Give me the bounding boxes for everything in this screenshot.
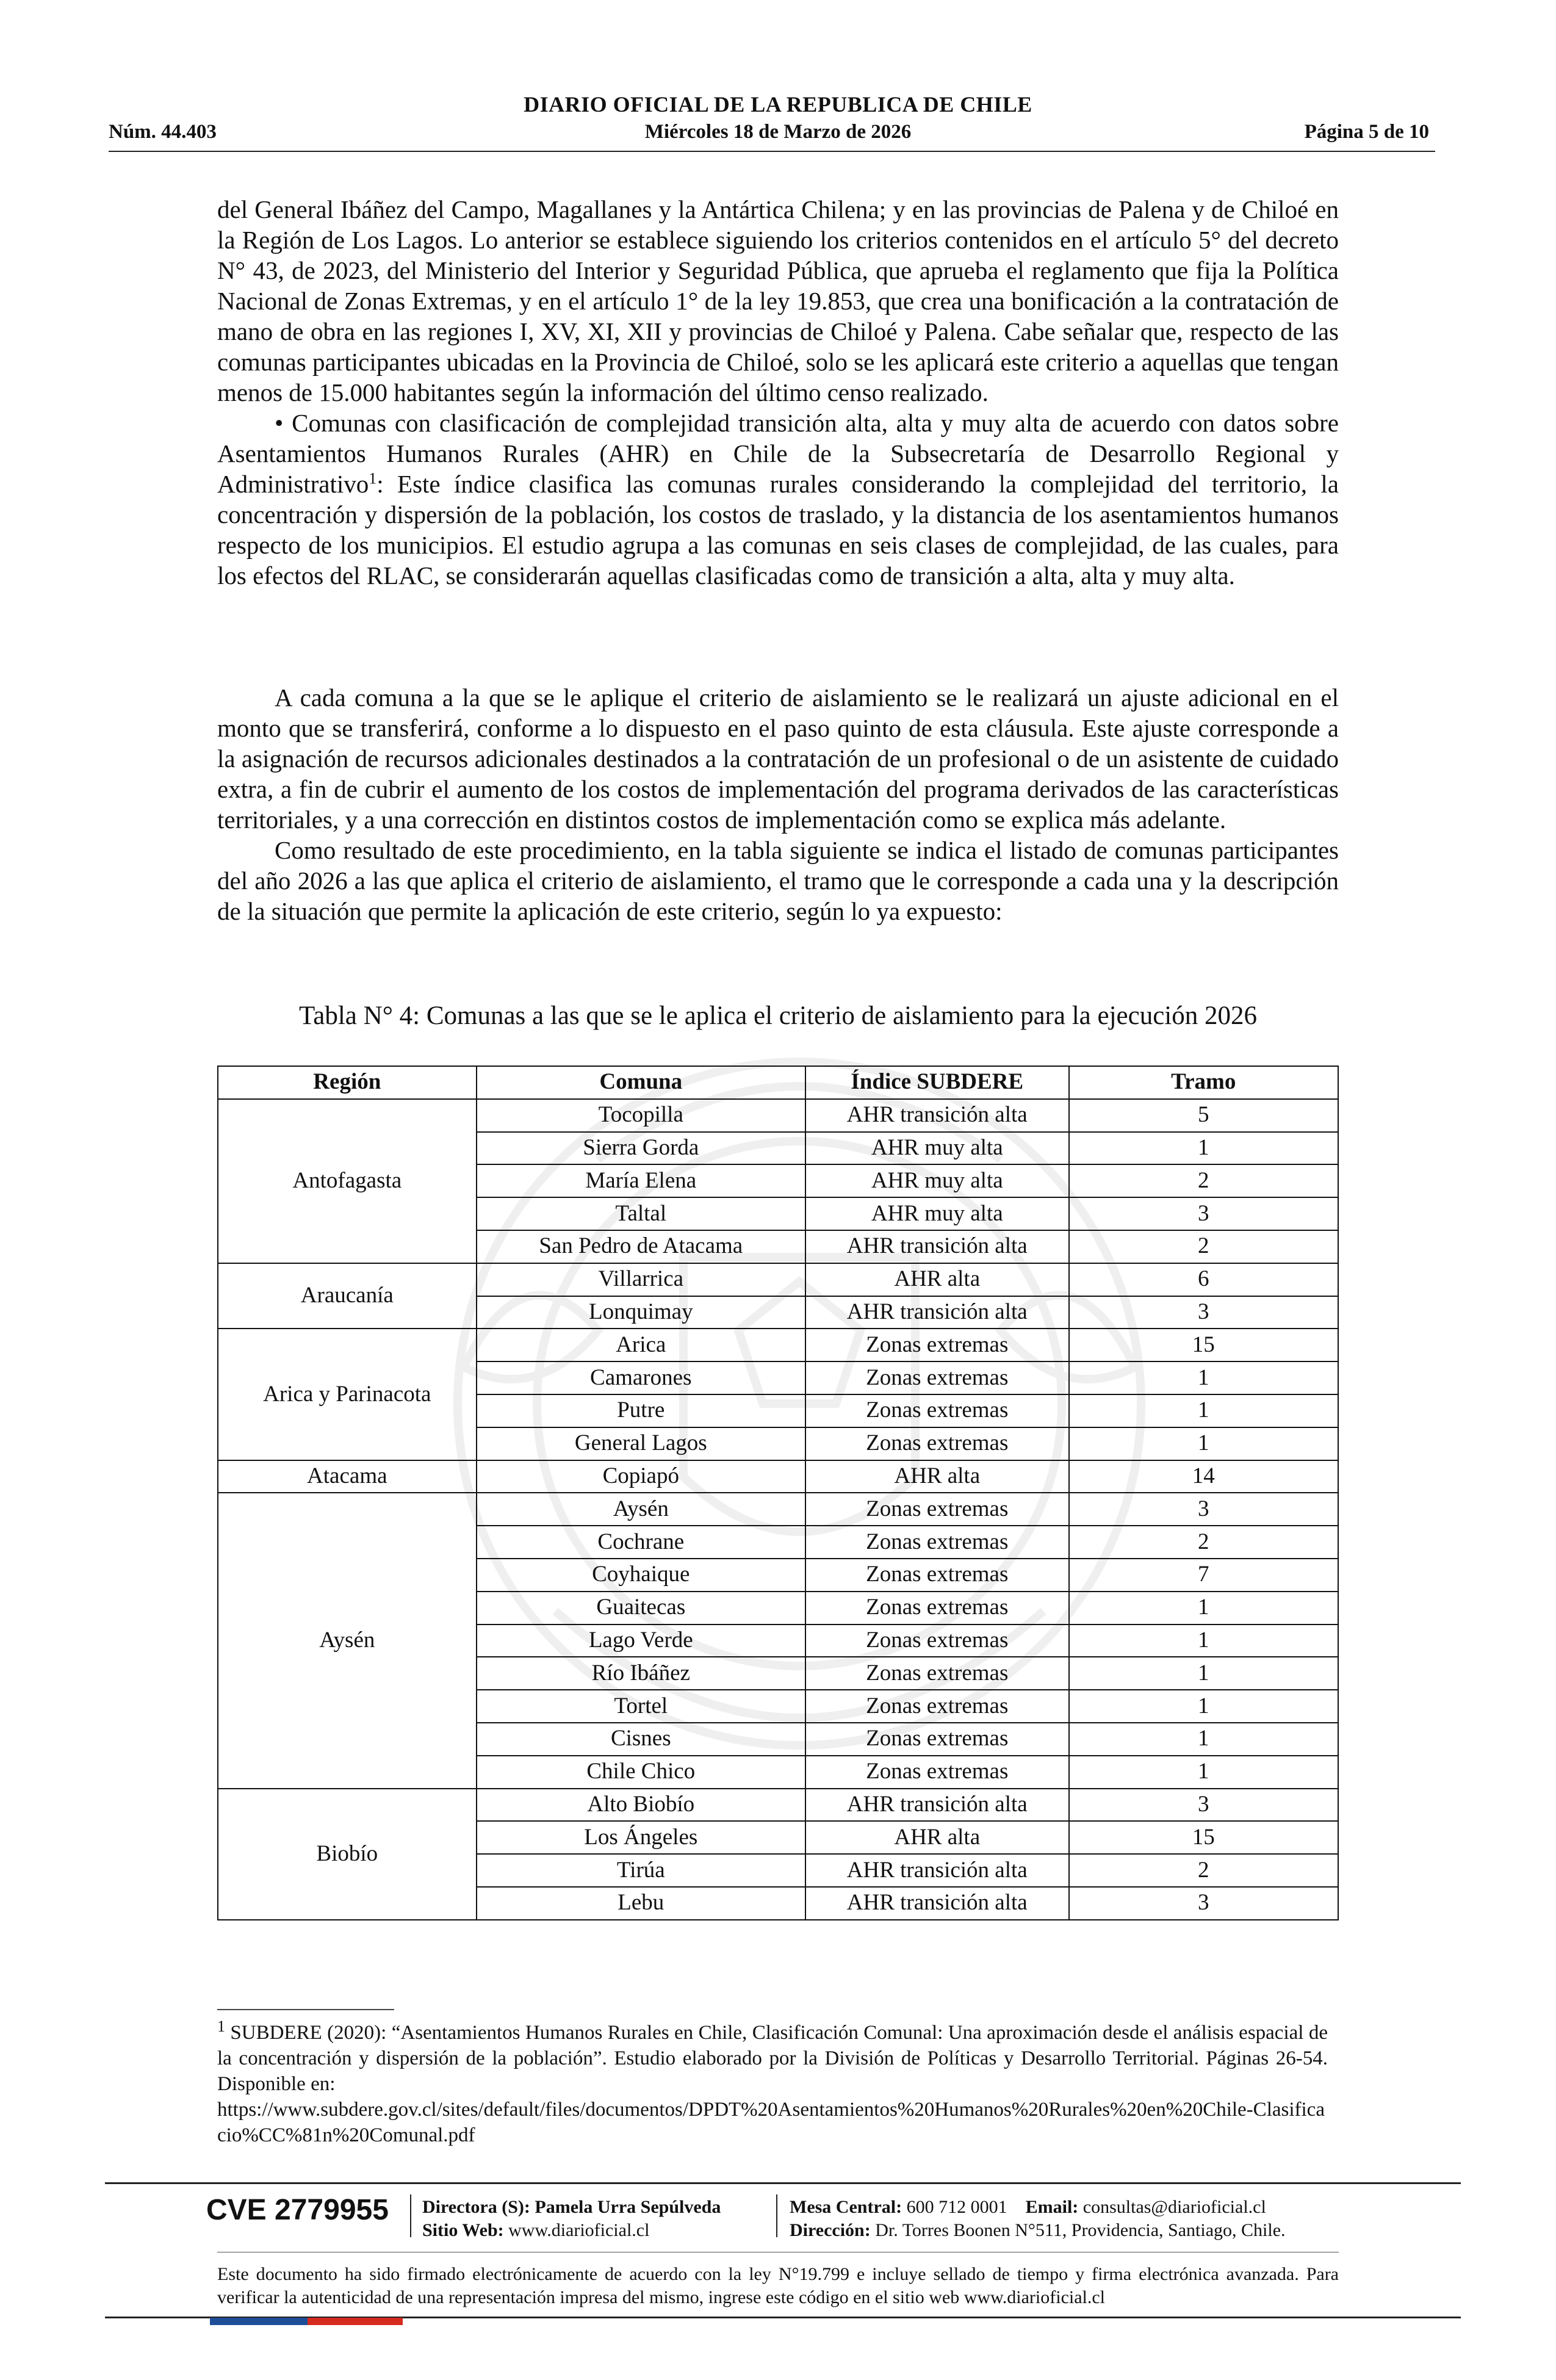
header-region: Región (218, 1066, 477, 1099)
tramo-cell: 14 (1069, 1460, 1338, 1493)
flag-stripe-blue (210, 2318, 308, 2325)
tramo-cell: 15 (1069, 1821, 1338, 1854)
footer-contact-block (790, 2196, 1286, 2242)
comuna-cell: Los Ángeles (477, 1821, 805, 1854)
region-cell: Aysén (218, 1493, 477, 1788)
issue-date: Miércoles 18 de Marzo de 2026 (644, 121, 912, 143)
tramo-cell: 1 (1069, 1427, 1338, 1460)
tramo-cell: 5 (1069, 1099, 1338, 1132)
tramo-cell: 1 (1069, 1132, 1338, 1165)
indice-cell: Zonas extremas (805, 1526, 1069, 1559)
header-comuna: Comuna (477, 1066, 805, 1099)
table-row (218, 1493, 1338, 1526)
paragraph-2-text-a: • Comunas con clasificación de complejidad transición alta, alta y muy alta de acuerdo con datos sobre Asentamientos Humanos Rurales (AHR) en Chile de la Subsecretaría de Desarrollo Regional y Administrativo (217, 409, 1339, 498)
tramo-cell: 2 (1069, 1854, 1338, 1887)
tramo-cell: 7 (1069, 1559, 1338, 1592)
address-line (790, 2219, 1286, 2242)
tramo-cell: 3 (1069, 1887, 1338, 1920)
indice-cell: Zonas extremas (805, 1559, 1069, 1592)
comuna-cell: Copiapó (477, 1460, 805, 1493)
indice-cell: AHR muy alta (805, 1197, 1069, 1230)
director-name: Pamela Urra Sepúlveda (535, 2197, 721, 2217)
footer-separator (410, 2194, 411, 2237)
comuna-cell: Camarones (477, 1361, 805, 1394)
table-row (218, 1789, 1338, 1822)
tramo-cell: 1 (1069, 1592, 1338, 1625)
region-cell: Biobío (218, 1789, 477, 1920)
tramo-cell: 1 (1069, 1394, 1338, 1427)
table-header-row (218, 1066, 1338, 1099)
comuna-cell: Sierra Gorda (477, 1132, 805, 1165)
comuna-cell: Arica (477, 1329, 805, 1361)
comuna-cell: Coyhaique (477, 1559, 805, 1592)
tramo-cell: 2 (1069, 1526, 1338, 1559)
tramo-cell: 3 (1069, 1197, 1338, 1230)
comuna-cell: Chile Chico (477, 1756, 805, 1789)
address-label: Dirección: (790, 2220, 871, 2240)
tramo-cell: 3 (1069, 1296, 1338, 1329)
newspaper-title: DIARIO OFICIAL DE LA REPUBLICA DE CHILE (524, 92, 1032, 117)
footnote-marker: 1 (217, 2018, 225, 2035)
indice-cell: Zonas extremas (805, 1493, 1069, 1526)
indice-cell: AHR transición alta (805, 1854, 1069, 1887)
indice-cell: Zonas extremas (805, 1329, 1069, 1361)
indice-cell: Zonas extremas (805, 1394, 1069, 1427)
indice-cell: AHR muy alta (805, 1132, 1069, 1165)
footnote-reference: 1 (369, 469, 377, 488)
body-text-block-2 (217, 682, 1339, 926)
header-indice: Índice SUBDERE (805, 1066, 1069, 1099)
region-cell: Araucanía (218, 1263, 477, 1329)
header-tramo: Tramo (1069, 1066, 1338, 1099)
indice-cell: Zonas extremas (805, 1592, 1069, 1625)
comuna-cell: General Lagos (477, 1427, 805, 1460)
indice-cell: Zonas extremas (805, 1723, 1069, 1756)
director-line (422, 2196, 721, 2219)
tramo-cell: 1 (1069, 1625, 1338, 1657)
indice-cell: AHR transición alta (805, 1887, 1069, 1920)
page-number: Página 5 de 10 (1304, 121, 1429, 143)
tramo-cell: 15 (1069, 1329, 1338, 1361)
footer-divider-top (105, 2182, 1461, 2184)
contact-line (790, 2196, 1286, 2219)
footer-separator (776, 2194, 777, 2237)
indice-cell: AHR alta (805, 1821, 1069, 1854)
indice-cell: Zonas extremas (805, 1756, 1069, 1789)
indice-cell: AHR alta (805, 1460, 1069, 1493)
footnote-citation: SUBDERE (2020): “Asentamientos Humanos Rurales en Chile, Clasificación Comunal: Una aproximación desde el análisis espacial de la concentración y dispersión de la población”. Estudio elaborado por la División de Políticas y Desarrollo Territorial. Páginas 26-54. Disponible en: (217, 2022, 1328, 2095)
email-link[interactable]: consultas@diarioficial.cl (1082, 2197, 1266, 2217)
paragraph-3: A cada comuna a la que se le aplique el criterio de aislamiento se le realizará un ajuste adicional en el monto que se transferirá, conforme a lo dispuesto en el paso quinto de esta cláusula. Este ajuste corresponde a la asignación de recursos adicionales destinados a la contratación de un profesional o de un asistente de cuidado extra, a fin de cubrir el aumento de los costos de implementación del programa derivados de las características territoriales, y a una corrección en distintos costos de implementación como se explica más adelante. (217, 683, 1339, 834)
footer-director-block (422, 2196, 721, 2242)
indice-cell: Zonas extremas (805, 1427, 1069, 1460)
tramo-cell: 1 (1069, 1657, 1338, 1690)
isolation-criteria-table (217, 1066, 1339, 1920)
footnote (217, 2020, 1328, 2148)
phone-label: Mesa Central: (790, 2197, 902, 2217)
tramo-cell: 1 (1069, 1690, 1338, 1723)
tramo-cell: 3 (1069, 1789, 1338, 1822)
paragraph-2-bullet (217, 408, 1339, 591)
tramo-cell: 3 (1069, 1493, 1338, 1526)
comuna-cell: Lonquimay (477, 1296, 805, 1329)
table-row (218, 1329, 1338, 1361)
comuna-cell: Lago Verde (477, 1625, 805, 1657)
indice-cell: AHR alta (805, 1263, 1069, 1296)
site-line (422, 2219, 721, 2242)
tramo-cell: 1 (1069, 1723, 1338, 1756)
indice-cell: AHR transición alta (805, 1296, 1069, 1329)
comuna-cell: Cisnes (477, 1723, 805, 1756)
comuna-cell: Taltal (477, 1197, 805, 1230)
comuna-cell: Lebu (477, 1887, 805, 1920)
table-row (218, 1099, 1338, 1132)
comuna-cell: Tirúa (477, 1854, 805, 1887)
indice-cell: AHR muy alta (805, 1164, 1069, 1197)
paragraph-4: Como resultado de este procedimiento, en la tabla siguiente se indica el listado de comunas participantes del año 2026 a las que aplica el criterio de aislamiento, el tramo que le corresponde a cada una y la descripción de la situación que permite la aplicación de este criterio, según lo ya expuesto: (217, 836, 1339, 925)
region-cell: Atacama (218, 1460, 477, 1493)
phone-value: 600 712 0001 (906, 2197, 1007, 2217)
email-label: Email: (1025, 2197, 1079, 2217)
tramo-cell: 2 (1069, 1164, 1338, 1197)
indice-cell: AHR transición alta (805, 1099, 1069, 1132)
body-text-block-1 (217, 194, 1339, 591)
tramo-cell: 6 (1069, 1263, 1338, 1296)
indice-cell: Zonas extremas (805, 1625, 1069, 1657)
comuna-cell: Aysén (477, 1493, 805, 1526)
indice-cell: Zonas extremas (805, 1361, 1069, 1394)
region-cell: Antofagasta (218, 1099, 477, 1263)
cve-code: CVE 2779955 (206, 2194, 389, 2226)
comuna-cell: San Pedro de Atacama (477, 1230, 805, 1263)
footnote-text (217, 2020, 1328, 2097)
comuna-cell: Tortel (477, 1690, 805, 1723)
table-body (218, 1099, 1338, 1920)
site-label: Sitio Web: (422, 2220, 504, 2240)
paragraph-1: del General Ibáñez del Campo, Magallanes y la Antártica Chilena; y en las provincias de Palena y de Chiloé en la Región de Los Lagos. Lo anterior se establece siguiendo los criterios contenidos en el artículo 5° del decreto N° 43, de 2023, del Ministerio del Interior y Seguridad Pública, que aprueba el reglamento que fija la Política Nacional de Zonas Extremas, y en el artículo 1° de la ley 19.853, que crea una bonificación a la contratación de mano de obra en las regiones I, XV, XI, XII y provincias de Chiloé y Palena. Cabe señalar que, respecto de las comunas participantes ubicadas en la Provincia de Chiloé, solo se les aplicará este criterio a aquellas que tengan menos de 15.000 habitantes según la información del último censo realizado. (217, 195, 1339, 406)
footnote-divider (217, 2009, 394, 2010)
indice-cell: AHR transición alta (805, 1789, 1069, 1822)
legal-notice: Este documento ha sido firmado electrónicamente de acuerdo con la ley N°19.799 e incluye sellado de tiempo y firma electrónica avanzada. Para verificar la autenticidad de una representación impresa del mismo, ingrese este código en el sitio web www.diarioficial.cl (217, 2264, 1339, 2307)
comuna-cell: Cochrane (477, 1526, 805, 1559)
comuna-cell: Tocopilla (477, 1099, 805, 1132)
flag-stripe-red (308, 2318, 403, 2325)
tramo-cell: 2 (1069, 1230, 1338, 1263)
comuna-cell: María Elena (477, 1164, 805, 1197)
footnote-url-link[interactable]: https://www.subdere.gov.cl/sites/default/files/documentos/DPDT%20Asentamientos%20Humanos%20Rurales%20en%20Chile-Clasificacio%CC%81n%20Comunal.pdf (217, 2099, 1325, 2146)
comuna-cell: Alto Biobío (477, 1789, 805, 1822)
region-cell: Arica y Parinacota (218, 1329, 477, 1460)
indice-cell: AHR transición alta (805, 1230, 1069, 1263)
indice-cell: Zonas extremas (805, 1657, 1069, 1690)
table-caption: Tabla N° 4: Comunas a las que se le aplica el criterio de aislamiento para la ejecución 2026 (299, 1001, 1257, 1030)
table-row (218, 1460, 1338, 1493)
address-value: Dr. Torres Boonen N°511, Providencia, Santiago, Chile. (875, 2220, 1286, 2240)
table-row (218, 1263, 1338, 1296)
comuna-cell: Río Ibáñez (477, 1657, 805, 1690)
issue-number: Núm. 44.403 (109, 121, 217, 143)
tramo-cell: 1 (1069, 1756, 1338, 1789)
tramo-cell: 1 (1069, 1361, 1338, 1394)
header-divider (109, 151, 1435, 152)
comuna-cell: Guaitecas (477, 1592, 805, 1625)
comuna-cell: Villarrica (477, 1263, 805, 1296)
site-link[interactable]: www.diarioficial.cl (508, 2220, 650, 2240)
director-label: Directora (S): (422, 2197, 530, 2217)
comuna-cell: Putre (477, 1394, 805, 1427)
paragraph-2-text-b: : Este índice clasifica las comunas rurales considerando la complejidad del territorio, la concentración y dispersión de la población, los costos de traslado, y la distancia de los asentamientos humanos respecto de los municipios. El estudio agrupa a las comunas en seis clases de complejidad, de las cuales, para los efectos del RLAC, se considerarán aquellas clasificadas como de transición a alta, alta y muy alta. (217, 470, 1339, 590)
indice-cell: Zonas extremas (805, 1690, 1069, 1723)
